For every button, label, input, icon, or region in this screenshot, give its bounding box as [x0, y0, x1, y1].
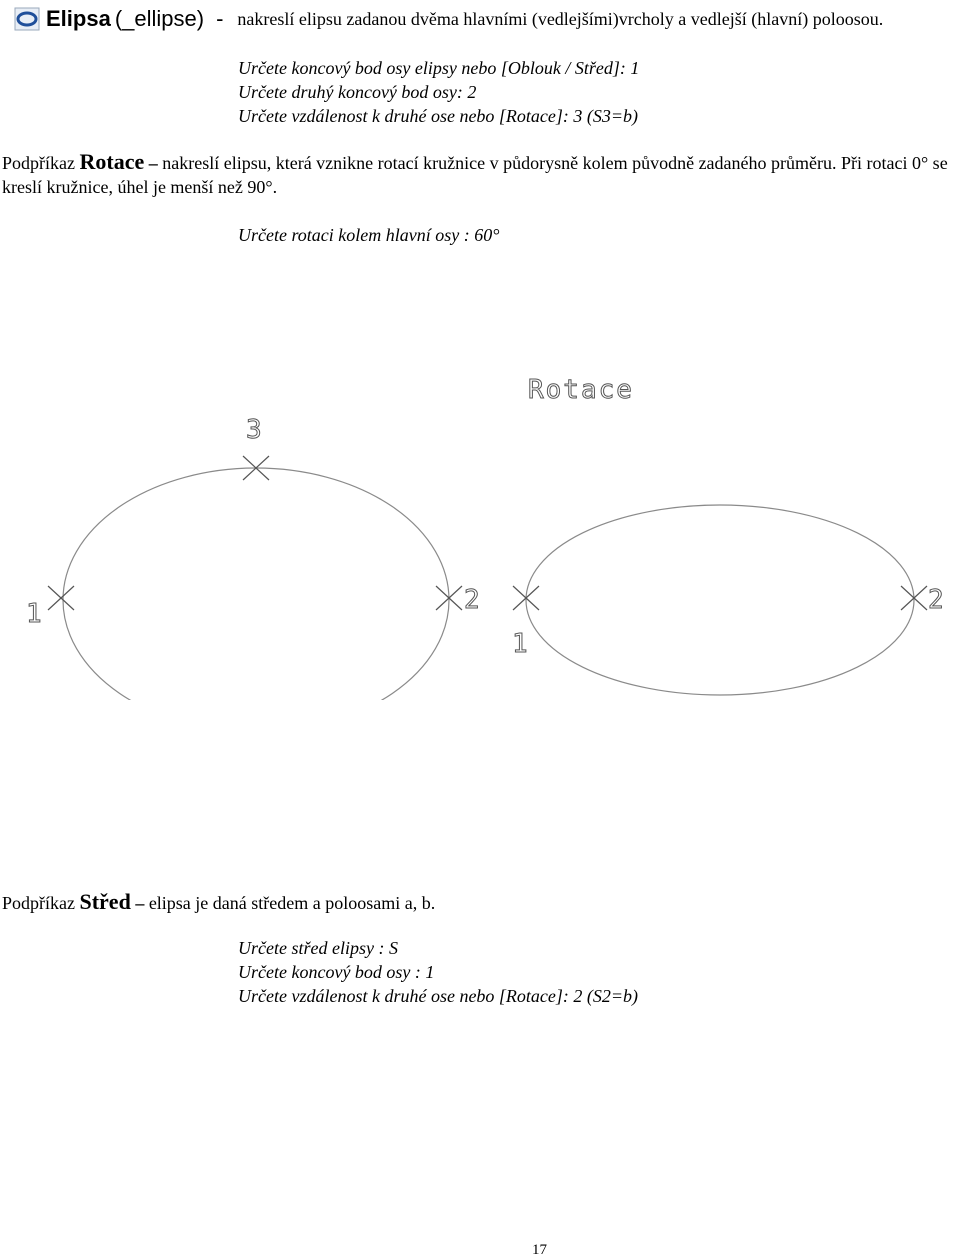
prompt-line-3: Určete vzdálenost k druhé ose nebo [Rotace]: 3 (S3=b): [238, 106, 639, 126]
center-prompt-3: Určete vzdálenost k druhé ose nebo [Rotace]: 2 (S2=b): [238, 986, 639, 1006]
page-number: 17: [532, 1242, 547, 1258]
rotace-prefix: Podpříkaz: [2, 153, 80, 173]
left-ellipse: [63, 468, 449, 700]
rotace-dash: –: [144, 153, 163, 173]
rotace-paragraph: [2, 150, 952, 199]
stred-prefix: Podpříkaz: [2, 893, 80, 913]
right-label-1: 1: [512, 629, 528, 659]
command-description: nakreslí elipsu zadanou dvěma hlavními (vedlejšími)vrcholy a vedlejší (hlavní) poloosou.: [237, 8, 884, 29]
title-dash: -: [216, 6, 224, 31]
left-label-3: 3: [246, 415, 262, 445]
right-title-rotace: Rotace: [528, 375, 634, 405]
right-label-2: 2: [928, 585, 944, 615]
command-name: Elipsa: [46, 6, 111, 31]
section-header: [14, 6, 954, 32]
stred-text: elipsa je daná středem a poloosami a, b.: [148, 893, 436, 913]
stred-keyword: Střed: [79, 889, 131, 914]
center-prompt-2: Určete koncový bod osy : 1: [238, 962, 435, 982]
prompt-rotation: Určete rotaci kolem hlavní osy : 60°: [238, 225, 500, 245]
center-prompt-1: Určete střed elipsy : S: [238, 938, 398, 958]
ellipse-drawing: [0, 360, 960, 700]
right-ellipse: [526, 505, 914, 695]
command-alias: (_ellipse): [114, 6, 205, 31]
left-label-2: 2: [464, 585, 480, 615]
ellipse-tool-icon: [14, 7, 40, 31]
rotace-keyword: Rotace: [79, 149, 145, 174]
left-marker-1: [48, 586, 74, 610]
stred-paragraph: [2, 890, 952, 915]
stred-dash: –: [130, 893, 149, 913]
rotace-text: nakreslí elipsu, která vznikne rotací kružnice v půdorysně kolem původně zadaného průměru. Při rotaci 0° se kreslí kružnice, úhel je menší než 90°.: [2, 153, 948, 197]
prompt-line-2: Určete druhý koncový bod osy: 2: [238, 82, 477, 102]
prompt-line-1: Určete koncový bod osy elipsy nebo [Oblouk / Střed]: 1: [238, 58, 640, 78]
left-label-1: 1: [26, 599, 42, 629]
